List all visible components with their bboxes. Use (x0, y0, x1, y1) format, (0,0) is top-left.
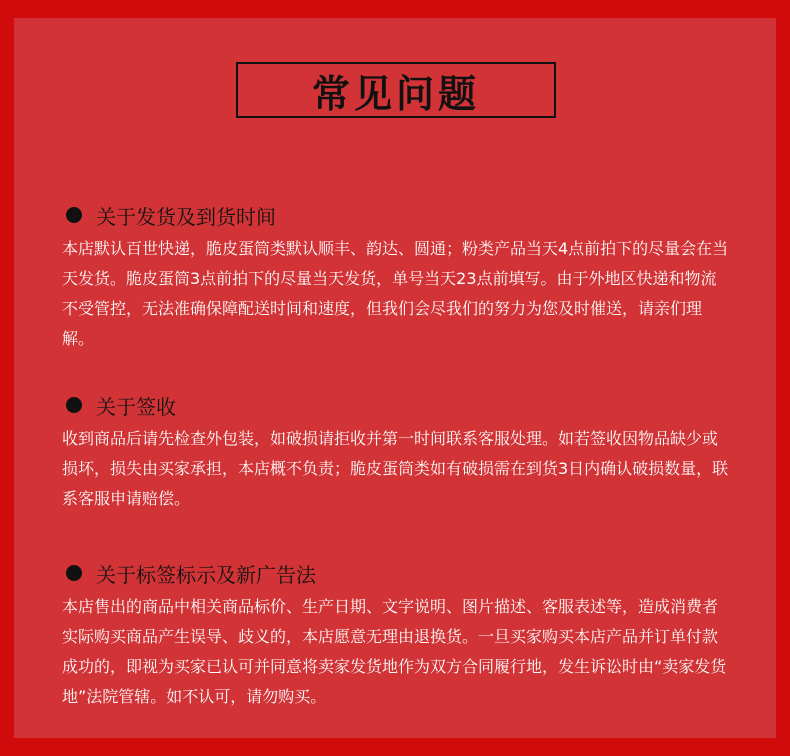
section-body: 收到商品后请先检查外包装，如破损请拒收并第一时间联系客服处理。如若签收因物品缺少或损坏，损失由买家承担，本店概不负责；脆皮蛋筒类如有破损需在到货3日内确认破损数量，联系客服申请赔偿。 (62, 429, 729, 508)
bullet-dot-icon (66, 207, 82, 223)
section-heading-text: 关于发货及到货时间 (96, 204, 276, 229)
section-heading (62, 558, 732, 588)
section-heading (62, 200, 732, 230)
section-heading-text: 关于签收 (96, 394, 176, 419)
bullet-dot-icon (66, 397, 82, 413)
faq-section-labeling-law (62, 558, 732, 712)
faq-section-receipt (62, 390, 732, 514)
faq-section-shipping (62, 200, 732, 354)
section-heading (62, 390, 732, 420)
content-panel (14, 18, 776, 738)
section-body: 本店默认百世快递，脆皮蛋筒类默认顺丰、韵达、圆通；粉类产品当天4点前拍下的尽量会在当天发货。脆皮蛋筒3点前拍下的尽量当天发货，单号当天23点前填写。由于外地区快递和物流不受管控，无法准确保障配送时间和速度，但我们会尽我们的努力为您及时催送，请亲们理解。 (62, 239, 729, 348)
bullet-dot-icon (66, 565, 82, 581)
title-box (236, 62, 556, 118)
page-title: 常见问题 (311, 71, 480, 116)
section-heading-text: 关于标签标示及新广告法 (96, 562, 316, 587)
section-body: 本店售出的商品中相关商品标价、生产日期、文字说明、图片描述、客服表述等，造成消费者实际购买商品产生误导、歧义的，本店愿意无理由退换货。一旦买家购买本店产品并订单付款成功的，即视为买家已认可并同意将卖家发货地作为双方合同履行地，发生诉讼时由“卖家发货地”法院管辖。如不认可，请勿购买。 (62, 597, 727, 706)
